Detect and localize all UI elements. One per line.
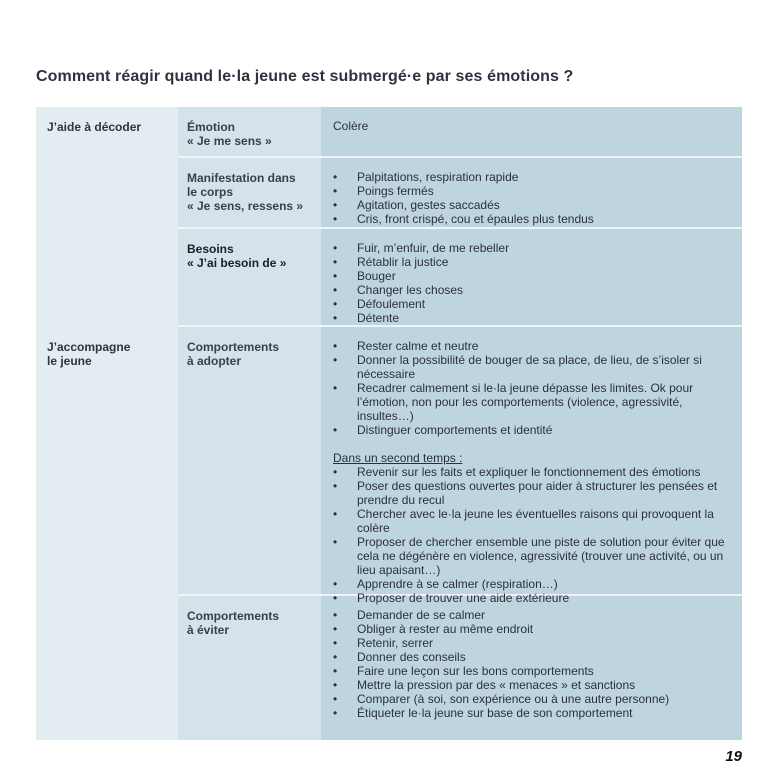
manifestation-label-title: Manifestation dans [187, 171, 296, 185]
eviter-label-cell [178, 596, 321, 740]
list-item: • Chercher avec le·la jeune les éventuelles raisons qui provoquent la colère [333, 507, 734, 535]
list-item: • Distinguer comportements et identité [333, 423, 734, 437]
section-decode-label: J’aide à décoder [47, 120, 142, 134]
list-item: • Apprendre à se calmer (respiration…) [333, 577, 734, 591]
page-title: Comment réagir quand le·la jeune est submergé·e par ses émotions ? [36, 68, 574, 85]
list-item: • Revenir sur les faits et expliquer le fonctionnement des émotions [333, 465, 734, 479]
eviter-list-cell [321, 596, 742, 740]
list-item: • Palpitations, respiration rapide [333, 170, 734, 184]
emotion-label-subtitle: « Je me sens » [187, 134, 272, 148]
adopter-list-2 [333, 465, 734, 605]
list-item: • Retenir, serrer [333, 636, 734, 650]
emotion-table [36, 107, 742, 740]
besoins-label-title: Besoins [187, 242, 234, 256]
list-item: • Détente [333, 311, 734, 325]
manifestation-label-subtitle: « Je sens, ressens » [187, 199, 304, 213]
list-item: • Recadrer calmement si le·la jeune dépasse les limites. Ok pour l’émotion, non pour les comportements (violence, agressivité, insultes…) [333, 381, 734, 423]
emotion-value: Colère [333, 119, 369, 133]
list-item: • Proposer de trouver une aide extérieure [333, 591, 734, 605]
adopter-label-subtitle: à adopter [187, 354, 242, 368]
list-item: • Donner la possibilité de bouger de sa place, de lieu, de s’isoler si nécessaire [333, 353, 734, 381]
list-item: • Rétablir la justice [333, 255, 734, 269]
eviter-label-title: Comportements [187, 609, 280, 623]
besoins-list-cell [321, 229, 742, 327]
adopter-label-title: Comportements [187, 340, 280, 354]
section-accompany-cell [36, 327, 178, 740]
list-item: • Mettre la pression par des « menaces » et sanctions [333, 678, 734, 692]
list-item: • Bouger [333, 269, 734, 283]
list-item: • Fuir, m’enfuir, de me rebeller [333, 241, 734, 255]
list-item: • Obliger à rester au même endroit [333, 622, 734, 636]
section-accompany-label: J’accompagne [47, 340, 131, 354]
list-item: • Poser des questions ouvertes pour aider à structurer les pensées et prendre du recul [333, 479, 734, 507]
manifestation-list-cell [321, 158, 742, 229]
manifestation-label-cell [178, 158, 321, 229]
besoins-label-cell [178, 229, 321, 327]
list-item: • Rester calme et neutre [333, 339, 734, 353]
manifestation-list [321, 158, 742, 226]
list-item: • Faire une leçon sur les bons comportements [333, 664, 734, 678]
list-item: • Proposer de chercher ensemble une piste de solution pour éviter que cela ne dégénère en violence, agressivité (trouver une activité, ou un lieu apaisant…) [333, 535, 734, 577]
list-item: • Comparer (à soi, son expérience ou à une autre personne) [333, 692, 734, 706]
list-item: • Demander de se calmer [333, 608, 734, 622]
eviter-label-subtitle: à éviter [187, 623, 230, 637]
adopter-list-cell [321, 327, 742, 605]
besoins-label-subtitle: « J’ai besoin de » [187, 256, 287, 270]
list-item: • Donner des conseils [333, 650, 734, 664]
emotion-label-cell [178, 107, 321, 158]
besoins-list [321, 229, 742, 325]
list-item: • Poings fermés [333, 184, 734, 198]
list-item: • Défoulement [333, 297, 734, 311]
emotion-label-title: Émotion [187, 120, 235, 134]
emotion-value-cell [321, 107, 742, 158]
adopter-list [333, 339, 734, 437]
list-item: • Étiqueter le·la jeune sur base de son comportement [333, 706, 734, 720]
manifestation-label-title-2: le corps [187, 185, 234, 199]
section-accompany-label-2: le jeune [47, 354, 92, 368]
list-item: • Changer les choses [333, 283, 734, 297]
list-item: • Agitation, gestes saccadés [333, 198, 734, 212]
eviter-list [321, 596, 742, 720]
section-decode-cell [36, 107, 178, 327]
page-number: 19 [725, 748, 742, 765]
adopter-subheading: Dans un second temps : [333, 451, 463, 465]
adopter-label-cell [178, 327, 321, 596]
list-item: • Cris, front crispé, cou et épaules plus tendus [333, 212, 734, 226]
